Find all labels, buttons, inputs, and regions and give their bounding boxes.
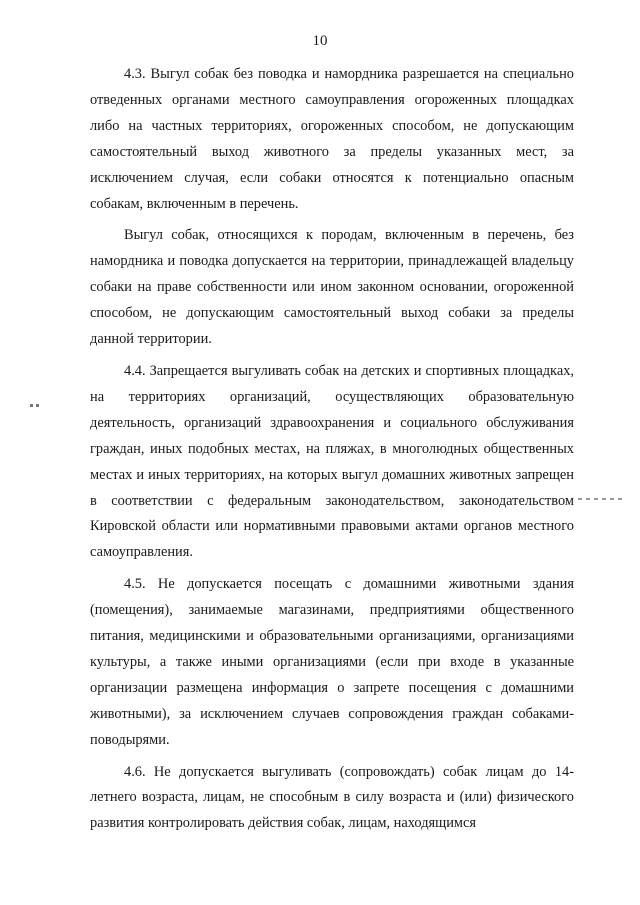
paragraph-4-3-continuation: Выгул собак, относящихся к породам, включенным в перечень, без намордника и поводка допускается на территории, принадлежащей владельцу собаки на праве собственности или ином законном основании, огороженной способом, не допускающим самостоятельный выход собаки за пределы данной территории. [90, 227, 574, 348]
paragraph-4-6: 4.6. Не допускается выгуливать (сопровождать) собак лицам до 14-летнего возраста, лицам, не способным в силу возраста и (или) физического развития контролировать действия собак, лицам, находящимся [90, 763, 574, 832]
document-body [90, 62, 574, 837]
paragraph-4-5: 4.5. Не допускается посещать с домашними животными здания (помещения), занимаемые магазинами, предприятиями общественного питания, медицинскими и образовательными организациями, организациями культуры, а также иными организациями (если при входе в указанные организации размещена информация о запрете посещения с домашними животными), за исключением случаев сопровождения граждан собаками-поводырями. [90, 576, 574, 748]
scan-artifact-dash [578, 498, 626, 500]
paragraph-4-3: 4.3. Выгул собак без поводка и намордника разрешается на специально отведенных органами местного самоуправления огороженных площадках либо на частных территориях, огороженных способом, не допускающим самостоятельный выход животного за пределы указанных мест, за исключением случая, если собаки относятся к потенциально опасным собакам, включенным в перечень. [90, 66, 574, 212]
page-number: 10 [312, 33, 328, 49]
scan-artifact-mark [30, 404, 40, 408]
paragraph-4-4: 4.4. Запрещается выгуливать собак на детских и спортивных площадках, на территориях организаций, осуществляющих образовательную деятельность, организаций здравоохранения и социального обслуживания граждан, иных подобных местах, на пляжах, в многолюдных общественных местах и иных территориях, на которых выгул домашних животных запрещен в соответствии с федеральным законодательством, законодательством Кировской области или нормативными правовыми актами органов местного самоуправления. [90, 362, 574, 561]
